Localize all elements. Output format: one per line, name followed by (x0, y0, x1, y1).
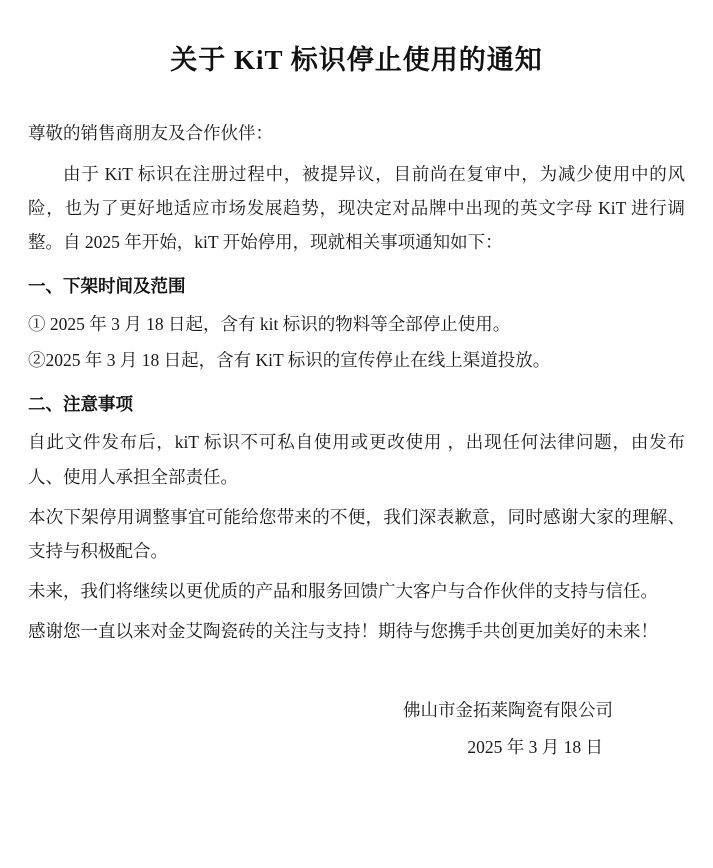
note-paragraph: 感谢您一直以来对金艾陶瓷砖的关注与支持！期待与您携手共创更加美好的未来！ (28, 621, 658, 642)
list-item: ②2025 年 3 月 18 日起，含有 KiT 标识的宣传停止在线上渠道投放。 (28, 350, 551, 371)
section-heading-notes: 二、注意事项 (28, 394, 133, 415)
signature-date: 2025 年 3 月 18 日 (467, 736, 603, 757)
note-paragraph: 未来，我们将继续以更优质的产品和服务回馈广大客户与合作伙伴的支持与信任。 (28, 580, 658, 601)
section-heading-scope: 一、下架时间及范围 (28, 275, 186, 296)
intro-paragraph: 由于 KiT 标识在注册过程中，被提异议，目前尚在复审中，为减少使用中的风险，也为了更好地适应市场发展趋势，现决定对品牌中出现的英文字母 KiT 进行调整。自 2025 年开始，kiT 开始停用，现就相关事项通知如下： (28, 163, 685, 252)
note-paragraph: 本次下架停用调整事宜可能给您带来的不便，我们深表歉意，同时感谢大家的理解、支持与积极配合。 (28, 506, 685, 561)
list-item: ① 2025 年 3 月 18 日起，含有 kit 标识的物料等全部停止使用。 (28, 314, 511, 335)
signature-block (28, 692, 685, 766)
signature-company: 佛山市金拓莱陶瓷有限公司 (403, 700, 613, 721)
note-paragraph: 自此文件发布后，kiT 标识不可私自使用或更改使用 ，出现任何法律问题，由发布人、使用人承担全部责任。 (28, 432, 685, 487)
salutation: 尊敬的销售商朋友及合作伙伴： (28, 123, 273, 144)
document-body (28, 116, 685, 648)
page-title: 关于 KiT 标识停止使用的通知 (170, 45, 543, 75)
